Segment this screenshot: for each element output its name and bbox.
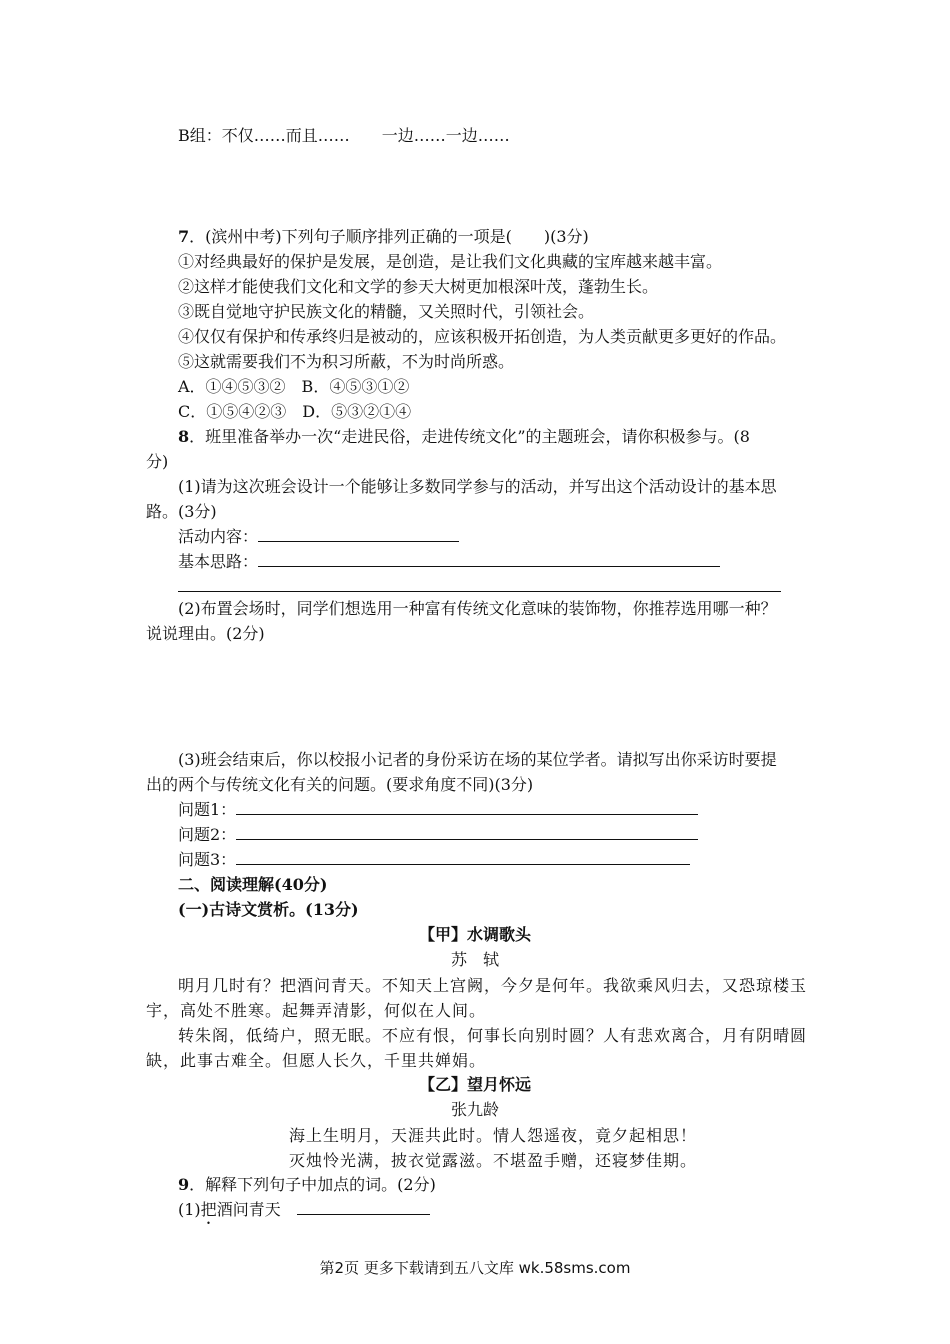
q9-item-1-rest: 酒问青天: [216, 1200, 281, 1219]
q8-stem-cont: 分): [146, 452, 169, 471]
q8-number: 8: [178, 427, 190, 446]
question-1-row: [178, 799, 698, 821]
question-1-blank[interactable]: [236, 799, 698, 815]
poem-jia-author: 苏 轼: [450, 950, 499, 969]
q7-number: 7: [178, 227, 190, 246]
poem-jia-title: 【甲】水调歌头: [418, 925, 531, 944]
idea-label: 基本思路：: [178, 552, 259, 571]
q8-part1-line1: (1)请为这次班会设计一个能够让多数同学参与的活动，并写出这个活动设计的基本思: [178, 477, 777, 496]
q8-activity-row: [178, 526, 459, 548]
poem-jia-line-4: 缺，此事古难全。但愿人长久，千里共婵娟。: [146, 1051, 487, 1070]
q9-text: ．解释下列句子中加点的词。(2分): [189, 1175, 436, 1194]
q7-sentence-1: ①对经典最好的保护是发展，是创造，是让我们文化典藏的宝库越来越丰富。: [178, 252, 723, 271]
q8-idea-row-2: [178, 576, 781, 598]
question-2-label: 问题2：: [178, 825, 237, 844]
activity-answer-blank[interactable]: [258, 526, 459, 542]
idea-answer-blank[interactable]: [258, 551, 720, 567]
q7-options-cd: C．①⑤④②③ D．⑤③②①④: [178, 402, 412, 421]
group-b-line: B组：不仅……而且…… 一边……一边……: [178, 126, 510, 145]
idea-answer-blank-2[interactable]: [178, 576, 781, 592]
q9-item-1-prefix: (1): [178, 1200, 201, 1219]
question-3-row: [178, 849, 690, 871]
question-2-blank[interactable]: [236, 824, 698, 840]
q8-idea-row: [178, 551, 720, 573]
poem-jia-line-2: 宇，高处不胜寒。起舞弄清影，何似在人间。: [146, 1001, 487, 1020]
q9-item-1: [178, 1199, 430, 1228]
question-3-blank[interactable]: [236, 849, 690, 865]
section-2-heading: 二、阅读理解(40分): [178, 875, 328, 894]
page-footer: 第2页 更多下载请到五八文库 wk.58sms.com: [319, 1259, 631, 1277]
q7-text: ．(滨州中考)下列句子顺序排列正确的一项是( )(3分): [189, 227, 589, 246]
q8-part2-line2: 说说理由。(2分): [146, 624, 265, 643]
q9-item-1-blank[interactable]: [297, 1199, 430, 1215]
poem-yi-author: 张九龄: [450, 1100, 499, 1119]
poem-yi-title: 【乙】望月怀远: [418, 1075, 531, 1094]
q7-options-ab: A．①④⑤③② B．④⑤③①②: [178, 377, 410, 396]
q7-stem: [178, 226, 589, 248]
q8-part3-line2: 出的两个与传统文化有关的问题。(要求角度不同)(3分): [146, 775, 534, 794]
q8-part1-line2: 路。(3分): [146, 502, 217, 521]
q8-part2-line1: (2)布置会场时，同学们想选用一种富有传统文化意味的装饰物，你推荐选用哪一种？: [178, 599, 777, 618]
q9-number: 9: [178, 1175, 190, 1194]
q7-sentence-4: ④仅仅有保护和传承终归是被动的，应该积极开拓创造，为人类贡献更多更好的作品。: [178, 327, 787, 346]
question-1-label: 问题1：: [178, 800, 237, 819]
poem-jia-line-1: 明月几时有？把酒问青天。不知天上宫阙，今夕是何年。我欲乘风归去，又恐琼楼玉: [178, 976, 808, 995]
question-2-row: [178, 824, 698, 846]
q8-stem: [178, 426, 750, 448]
section-2-sub: (一)古诗文赏析。(13分): [178, 900, 359, 919]
q9-stem: [178, 1174, 436, 1196]
q7-sentence-5: ⑤这就需要我们不为积习所蔽，不为时尚所惑。: [178, 352, 515, 371]
q7-sentence-2: ②这样才能使我们文化和文学的参天大树更加根深叶茂，蓬勃生长。: [178, 277, 659, 296]
activity-label: 活动内容：: [178, 527, 259, 546]
poem-yi-line-2: 灭烛怜光满，披衣觉露滋。不堪盈手赠，还寝梦佳期。: [289, 1151, 698, 1170]
q8-text: ．班里准备举办一次“走进民俗，走进传统文化”的主题班会，请你积极参与。(8: [189, 427, 750, 446]
q8-part3-line1: (3)班会结束后，你以校报小记者的身份采访在场的某位学者。请拟写出你采访时要提: [178, 750, 777, 769]
question-3-label: 问题3：: [178, 850, 237, 869]
q9-item-1-dotted-word: 把: [200, 1200, 217, 1219]
q7-sentence-3: ③既自觉地守护民族文化的精髓，又关照时代，引领社会。: [178, 302, 595, 321]
poem-jia-line-3: 转朱阁，低绮户，照无眠。不应有恨，何事长向别时圆？人有悲欢离合，月有阴晴圆: [178, 1026, 808, 1045]
poem-yi-line-1: 海上生明月，天涯共此时。情人怨遥夜，竟夕起相思！: [289, 1126, 698, 1145]
